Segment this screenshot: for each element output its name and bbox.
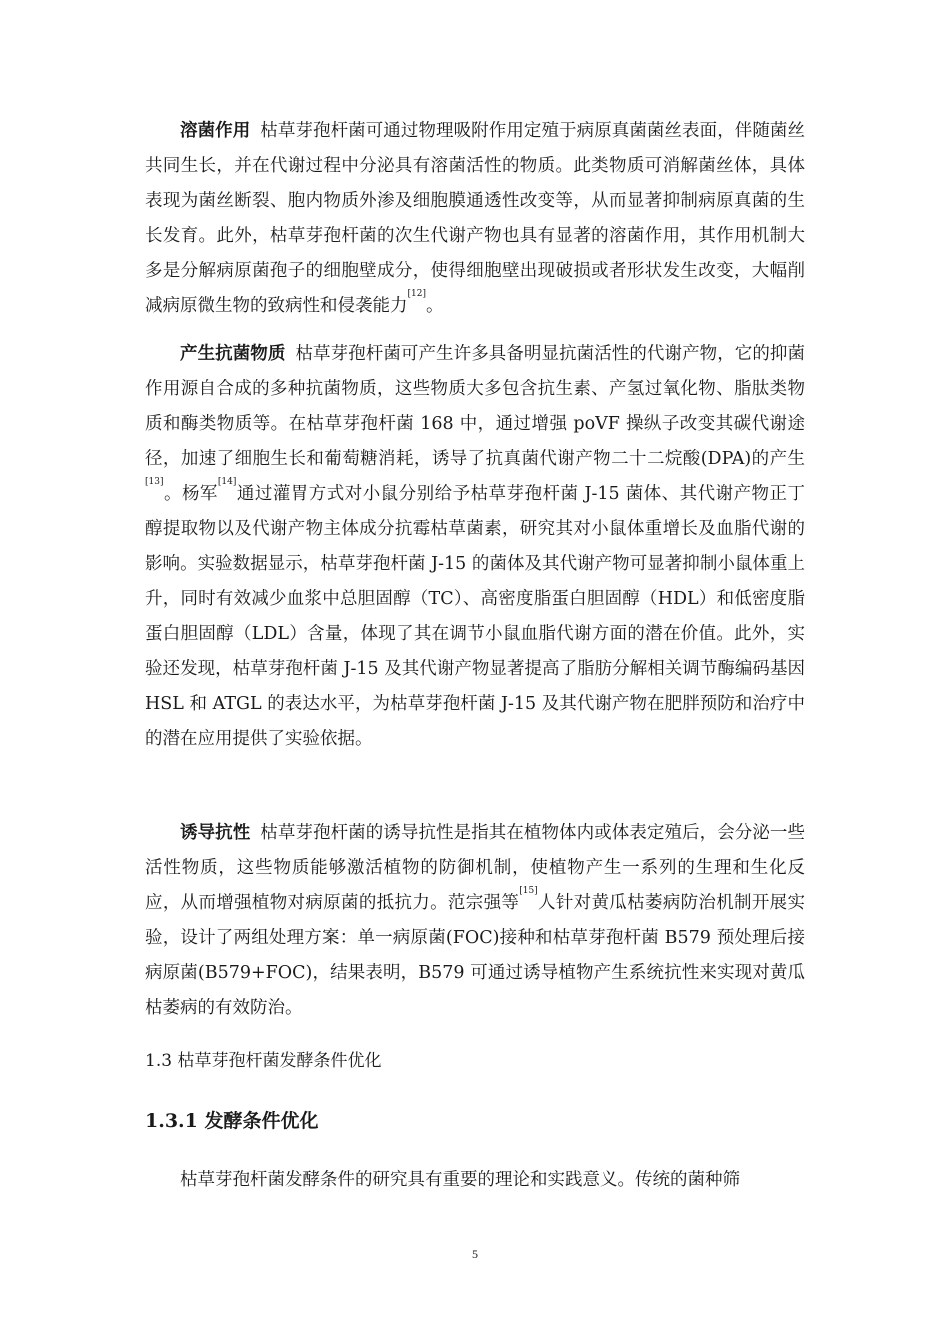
citation-ref: [14] (217, 477, 237, 487)
paragraph-text: 枯草芽孢杆菌发酵条件的研究具有重要的理论和实践意义。传统的菌种筛 (180, 1170, 740, 1190)
paragraph-text: 枯草芽孢杆菌的诱导抗性是指其在植物体内或体表定殖后，会分泌一些活性物质，这些物质能够激活植物的防御机制，使植物产生一系列的生理和生化反应，从而增强植物对病原菌的抵抗力。范宗强等 (145, 823, 806, 913)
paragraph-induced-resistance (145, 816, 805, 1026)
paragraph-text: 。 (425, 296, 444, 316)
section-heading: 1.3 枯草芽孢杆菌发酵条件优化 (145, 1051, 382, 1071)
paragraph-text: 通过灌胃方式对小鼠分别给予枯草芽孢杆菌 J-15 菌体、其代谢产物正丁醇提取物以及代谢产物主体成分抗霉枯草菌素，研究其对小鼠体重增长及血脂代谢的影响。实验数据显示，枯草芽孢杆菌 J-15 的菌体及其代谢产物可显著抑制小鼠体重上升，同时有效减少血浆中总胆固醇（TC）、高密度脂蛋白胆固醇（HDL）和低密度脂蛋白胆固醇（LDL）含量，体现了其在调节小鼠血脂代谢方面的潜在价值。此外，实验还发现，枯草芽孢杆菌 J-15 及其代谢产物显著提高了脂肪分解相关调节酶编码基因 HSL 和 ATGL 的表达水平，为枯草芽孢杆菌 J-15 及其代谢产物在肥胖预防和治疗中的潜在应用提供了实验依据。 (145, 484, 806, 749)
paragraph-text: 人针对黄瓜枯萎病防治机制开展实验，设计了两组处理方案：单一病原菌(FOC)接种和枯草芽孢杆菌 B579 预处理后接病原菌(B579+FOC)，结果表明，B579 可通过诱导植物产生系统抗性来实现对黄瓜枯萎病的有效防治。 (145, 893, 806, 1018)
paragraph-antimicrobial (145, 337, 805, 757)
paragraph-heading: 溶菌作用 (180, 121, 251, 141)
citation-ref: [15] (519, 886, 538, 896)
paragraph-text: 。杨军 (163, 484, 218, 504)
citation-ref: [13] (145, 477, 164, 487)
paragraph-text: 枯草芽孢杆菌可通过物理吸附作用定殖于病原真菌菌丝表面，伴随菌丝共同生长，并在代谢过程中分泌具有溶菌活性的物质。此类物质可消解菌丝体，具体表现为菌丝断裂、胞内物质外渗及细胞膜通透性改变等，从而显著抑制病原真菌的生长发育。此外，枯草芽孢杆菌的次生代谢产物也具有显著的溶菌作用，其作用机制大多是分解病原菌孢子的细胞壁成分，使得细胞壁出现破损或者形状发生改变，大幅削减病原微生物的致病性和侵袭能力 (145, 121, 806, 316)
paragraph-lysis (145, 114, 805, 324)
subsection-heading: 1.3.1 发酵条件优化 (145, 1110, 319, 1132)
citation-ref: [12] (407, 289, 426, 299)
page-number: 5 (472, 1247, 478, 1261)
paragraph-heading: 诱导抗性 (180, 823, 251, 843)
paragraph-text: 枯草芽孢杆菌可产生许多具备明显抗菌活性的代谢产物，它的抑菌作用源自合成的多种抗菌物质，这些物质大多包含抗生素、产氢过氧化物、脂肽类物质和酶类物质等。在枯草芽孢杆菌 168 中，通过增强 poVF 操纵子改变其碳代谢途径，加速了细胞生长和葡萄糖消耗，诱导了抗真菌代谢产物二十二烷酸(DPA)的产生 (145, 344, 806, 469)
paragraph-heading: 产生抗菌物质 (180, 344, 286, 364)
paragraph-fermentation (145, 1163, 805, 1198)
